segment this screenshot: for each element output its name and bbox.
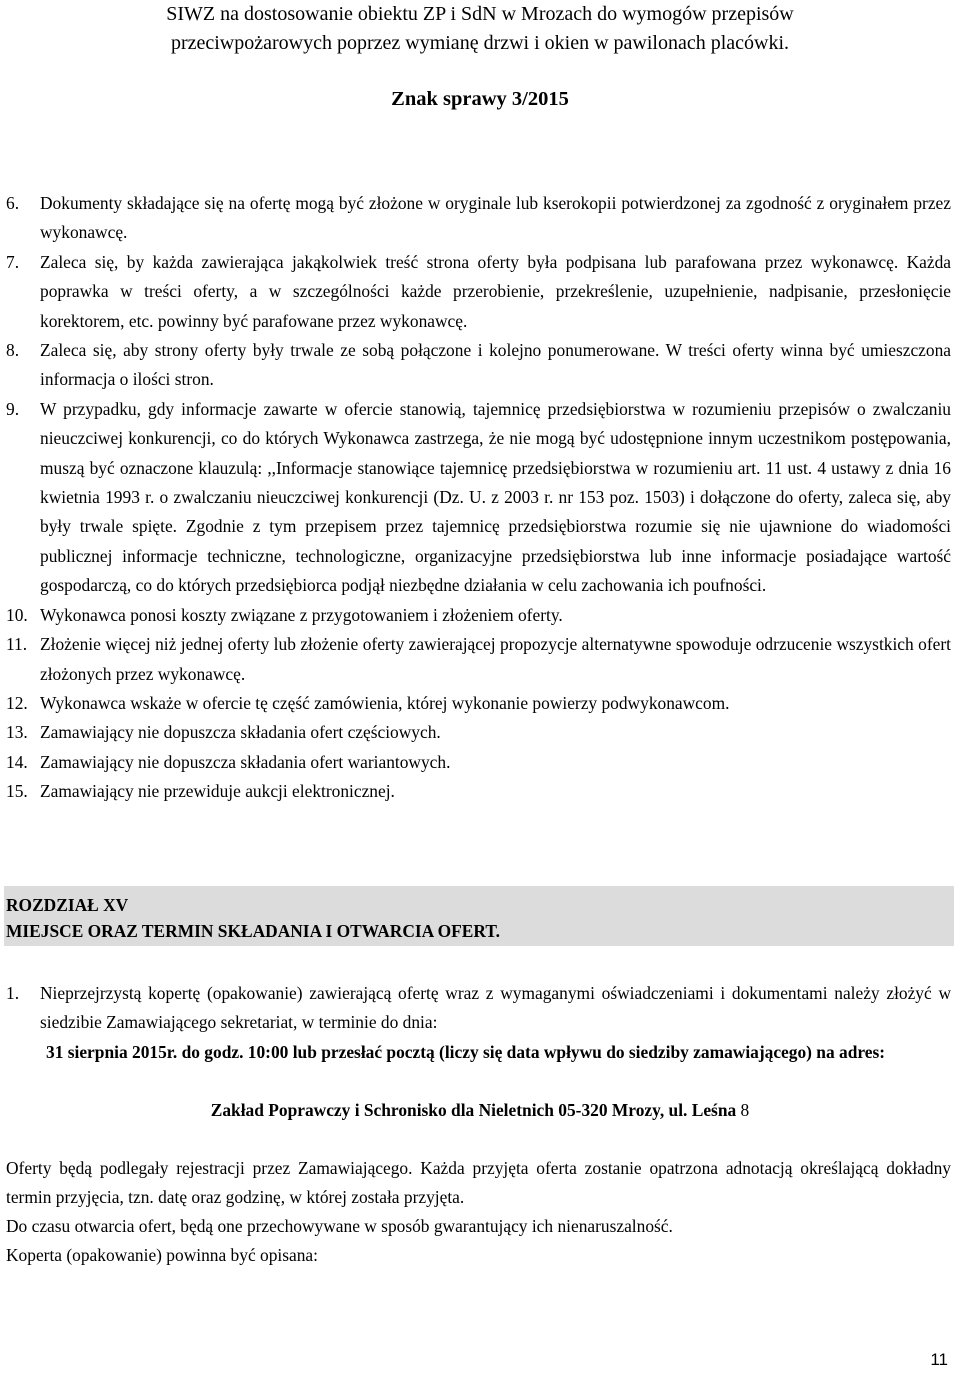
list-item (6, 601, 951, 630)
item-text: Wykonawca wskaże w ofercie tę część zamówienia, której wykonanie powierzy podwykonawcom. (40, 692, 730, 713)
item-text: Zamawiający nie dopuszcza składania ofert częściowych. (40, 722, 441, 743)
paragraph-envelope: Koperta (opakowanie) powinna być opisana: (6, 1245, 318, 1265)
list-item (6, 689, 951, 718)
item-number: 1. (6, 983, 20, 1003)
list-item (6, 630, 951, 689)
case-number: Znak sprawy 3/2015 (391, 88, 569, 110)
list-item (6, 336, 951, 395)
item-number: 7. (6, 251, 20, 272)
page-number: 11 (930, 1350, 948, 1369)
item-text: W przypadku, gdy informacje zawarte w ofercie stanowią, tajemnicę przedsiębiorstwa w rozumieniu przepisów o zwalczaniu nieuczciwej konkurencji, co do których Wykonawca zastrzega, że nie mogą być udostępnione innym uczestnikom postępowania, muszą być oznaczone klauzulą: ,,Informacje stanowiące tajemnicę przedsiębiorstwa w rozumieniu art. 11 ust. 4 ustawy z dnia 16 kwietnia 1993 r. o zwalczaniu nieuczciwej konkurencji (Dz. U. z 2003 r. nr 153 poz. 1503) i dołączone do oferty, zaleca się, aby były trwale spięte. Zgodnie z tym przepisem przez tajemnicę przedsiębiorstwa rozumie się nie ujawnione do wiadomości publicznej informacje techniczne, technologiczne, organizacyjne przedsiębiorstwa lub inne informacje posiadające wartość gospodarczą, co do których przedsiębiorca podjął niezbędne działania w celu zachowania ich poufności. (40, 398, 951, 596)
item-text: Zaleca się, aby strony oferty były trwale ze sobą połączone i kolejno ponumerowane. W treści oferty winna być umieszczona informacja o ilości stron. (40, 340, 951, 390)
section-subtitle: MIEJSCE ORAZ TERMIN SKŁADANIA I OTWARCIA OFERT. (6, 921, 500, 941)
conditions-list (6, 189, 951, 807)
item-number: 6. (6, 193, 20, 213)
section-heading-box (4, 886, 954, 946)
delivery-address (0, 1096, 960, 1125)
list-item (6, 395, 951, 601)
address-text: Zakład Poprawczy i Schronisko dla Nieletnich 05-320 Mrozy, ul. Leśna (210, 1100, 737, 1120)
item-number: 9. (6, 398, 20, 419)
item-number: 13. (6, 722, 28, 743)
paragraph-storage: Do czasu otwarcia ofert, będą one przechowywane w sposób gwarantujący ich nienaruszalność. (6, 1216, 673, 1236)
item-text: Zaleca się, by każda zawierająca jakąkolwiek treść strona oferty była podpisana lub parafowana przez wykonawcę. Każda poprawka w treści oferty, a w szczególności każde przerobienie, przekreślenie, uzupełnienie, nadpisanie, przesłonięcie korektorem, etc. powinny być parafowane przez wykonawcę. (40, 251, 951, 331)
item-number: 15. (6, 781, 28, 802)
document-header-line-2: przeciwpożarowych poprzez wymianę drzwi i okien w pawilonach placówki. (170, 32, 790, 54)
list-item (6, 189, 951, 248)
item-text: Zamawiający nie przewiduje aukcji elektronicznej. (40, 781, 395, 802)
item-text: Zamawiający nie dopuszcza składania ofert wariantowych. (40, 751, 451, 772)
item-number: 10. (6, 604, 28, 625)
item-text: Złożenie więcej niż jednej oferty lub złożenie oferty zawierającej propozycje alternatywne spowoduje odrzucenie wszystkich ofert złożonych przez wykonawcę. (40, 634, 951, 684)
address-number: 8 (736, 1100, 750, 1120)
list-item (6, 777, 951, 806)
section-title: ROZDZIAŁ XV (6, 895, 129, 915)
item-number: 12. (6, 692, 28, 713)
list-item (6, 979, 951, 1067)
list-item (6, 748, 951, 777)
paragraph-registration: Oferty będą podlegały rejestracji przez Zamawiającego. Każda przyjęta oferta zostanie opatrzona adnotacją określającą dokładny termin przyjęcia, tzn. datę oraz godzinę, w której została przyjęta. (6, 1158, 951, 1207)
item-text: Wykonawca ponosi koszty związane z przygotowaniem i złożeniem oferty. (40, 604, 563, 625)
document-header-line-1: SIWZ na dostosowanie obiektu ZP i SdN w Mrozach do wymogów przepisów (166, 3, 794, 25)
item-text: Dokumenty składające się na ofertę mogą być złożone w oryginale lub kserokopii potwierdzonej za zgodność z oryginałem przez wykonawcę. (40, 193, 951, 243)
section-list (6, 979, 951, 1067)
item-number: 11. (6, 634, 28, 655)
list-item (6, 248, 951, 336)
item-number: 14. (6, 751, 28, 772)
item-text: Nieprzejrzystą kopertę (opakowanie) zawierającą ofertę wraz z wymaganymi oświadczeniami i dokumentami należy złożyć w siedzibie Zamawiającego sekretariat, w terminie do dnia: (40, 983, 951, 1033)
item-number: 8. (6, 340, 20, 361)
deadline-text: 31 sierpnia 2015r. do godz. 10:00 lub przesłać pocztą (liczy się data wpływu do siedziby zamawiającego) na adres: (46, 1041, 886, 1062)
list-item (6, 718, 951, 747)
